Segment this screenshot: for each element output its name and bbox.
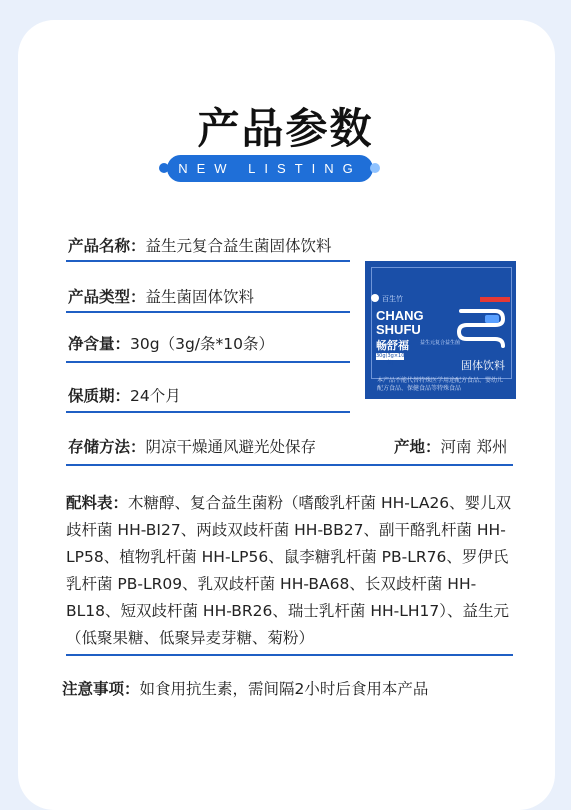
shelf-life-row: [68, 384, 181, 406]
divider: [66, 464, 513, 466]
net-content-value: 30g（3g/条*10条）: [130, 335, 274, 353]
notice-row: [62, 677, 428, 699]
brand-logo-icon: [371, 294, 379, 302]
new-listing-banner: NEW LISTING: [167, 155, 373, 182]
banner-dot-right: [370, 163, 380, 173]
divider: [66, 654, 513, 656]
package-name-cn: 畅舒福: [376, 339, 409, 352]
storage-label: 存储方法：: [68, 438, 146, 456]
divider: [66, 411, 350, 413]
storage-value: 阴凉干燥通风避光处保存: [145, 438, 317, 456]
package-red-tag: [480, 297, 510, 302]
shelf-life-value: 24个月: [130, 387, 181, 405]
ingredients-text: 木糖醇、复合益生菌粉（嗜酸乳杆菌 HH-LA26、婴儿双歧杆菌 HH-BI27、两歧双歧杆菌 HH-BB27、副干酪乳杆菌 HH-LP58、植物乳杆菌 HH-LP56、鼠李糖乳杆菌 PB-LR76、罗伊氏乳杆菌 PB-LR09、乳双歧杆菌 HH-BA68、长双歧杆菌 HH-BL18、短双歧杆菌 HH-BR26、瑞士乳杆菌 HH-LH17）、益生元（低聚果糖、低聚异麦芽糖、菊粉）: [66, 494, 512, 647]
intestine-icon: [455, 305, 507, 353]
origin-row: [394, 435, 507, 457]
shelf-life-label: 保质期：: [68, 387, 131, 405]
product-name-value: 益生元复合益生菌固体饮料: [145, 237, 332, 255]
divider: [66, 260, 350, 262]
product-type-row: [68, 285, 254, 307]
net-content-label: 净含量：: [68, 335, 131, 353]
notice-value: 如食用抗生素，需间隔2小时后食用本产品: [139, 680, 429, 698]
package-form: 固体饮料: [461, 359, 505, 372]
product-package-image: [365, 261, 516, 399]
notice-label: 注意事项：: [62, 680, 140, 698]
package-name-line2: SHUFU: [376, 322, 421, 337]
package-fine-print: 本产品不能代替特殊医学用途配方食品、婴幼儿配方食品、保健食品等特殊食品: [377, 377, 504, 392]
page-title: 产品参数: [197, 104, 374, 153]
product-name-label: 产品名称：: [68, 237, 146, 255]
package-brand: 百生竹: [382, 295, 403, 303]
product-type-label: 产品类型：: [68, 288, 146, 306]
net-content-row: [68, 332, 274, 354]
ingredients-label: 配料表：: [66, 494, 129, 512]
product-type-value: 益生菌固体饮料: [145, 288, 255, 306]
storage-row: [68, 435, 316, 457]
package-weight-tag: 30g(3g×10条): [376, 353, 405, 366]
package-name-line1: CHANG: [376, 308, 424, 323]
package-subtitle: 益生元复合益生菌: [420, 340, 461, 346]
origin-label: 产地：: [394, 438, 441, 456]
origin-value: 河南 郑州: [440, 438, 508, 456]
product-name-row: [68, 234, 332, 256]
divider: [66, 361, 350, 363]
divider: [66, 311, 350, 313]
ingredients-block: [66, 490, 521, 652]
